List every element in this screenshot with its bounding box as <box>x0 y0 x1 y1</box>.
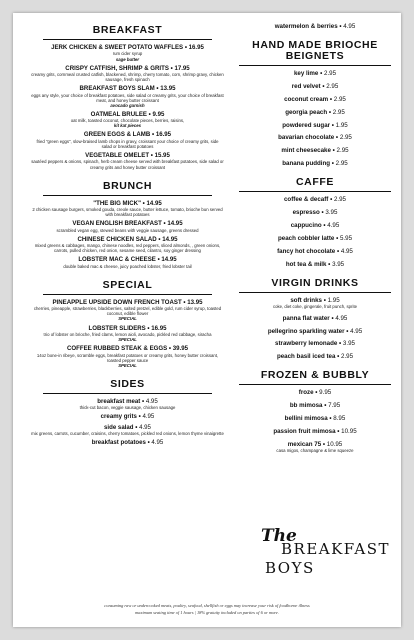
menu-item: espresso • 3.95 <box>292 209 338 217</box>
menu-item: panna flat water • 4.95 <box>282 314 348 322</box>
menu-item: cappucino • 4.95 <box>290 221 340 229</box>
item-price: 2.95 <box>324 69 337 77</box>
item-price: 4.95 <box>335 314 348 322</box>
item-description: cherries, pineapple, strawberries, blackberries, salted pretzel, edible gold, rum cider syrup, toasted coconut, edible flower <box>33 306 222 317</box>
item-name: strawberry lemonade <box>275 340 338 348</box>
item-name: banana pudding <box>282 160 331 168</box>
menu-item: JERK CHICKEN & SWEET POTATO WAFFLES • 16.95 rum cider syrup sage butter <box>25 44 230 62</box>
item-name: powdered sugar <box>282 121 331 129</box>
item-price: 16.95 <box>155 131 172 139</box>
menu-item: pellegrino sparkling water • 4.95 <box>267 327 363 335</box>
breakfast-boys-logo <box>261 526 391 593</box>
menu-item: CRISPY CATFISH, SHRIMP & GRITS • 17.95 creamy grits, cornmeal crusted catfish, blackened, shrimp, cherry tomato, corn, shrimp gravy, chicken sausage, fresh spinach <box>25 65 230 83</box>
item-price: 2.95 <box>326 82 339 90</box>
item-price: 1.95 <box>335 121 348 129</box>
item-price: 4.95 <box>142 413 155 421</box>
special-heading: SPECIAL <box>43 280 212 295</box>
virgin-drinks-section <box>235 278 395 361</box>
item-price: 4.95 <box>151 439 164 447</box>
item-price: 4.95 <box>343 23 356 30</box>
logo-line-breakfast: BREAKFAST <box>281 540 391 558</box>
item-description: scrambled vegan egg, stewed beans with veggie sausage, greens dressed <box>56 227 199 233</box>
item-name: CRISPY CATFISH, SHRIMP & GRITS <box>65 64 169 72</box>
item-price: 8.95 <box>333 415 346 423</box>
item-name: "THE BIG MICK" <box>93 199 141 207</box>
item-name: VEGAN ENGLISH BREAKFAST <box>72 220 162 228</box>
item-note: sage butter <box>115 56 140 62</box>
item-price: 3.95 <box>325 209 338 217</box>
menu-item: mexican 75 • 10.95 casa migos, champagne & lime squeeze <box>235 441 395 454</box>
sides-section <box>25 379 230 447</box>
menu-item: watermelon & berries • 4.95 <box>274 23 356 30</box>
item-description: sautéed peppers & onions, spinach, herb cream cheese served with breakfast potatoes, side salad or creamy grits and honey butter croissant <box>31 159 224 170</box>
menu-item: bb mimosa • 7.95 <box>289 402 341 410</box>
special-section <box>25 280 230 368</box>
right-column <box>235 23 395 459</box>
item-note: SPECIAL <box>118 316 137 322</box>
item-description: double baked mac & cheese, juicy poached lobster, fried lobster tail <box>63 263 192 269</box>
menu-item: georgia peach • 2.95 <box>285 108 345 116</box>
breakfast-heading: BREAKFAST <box>43 25 212 40</box>
item-note: avocado garnish <box>110 102 145 108</box>
item-price: 15.95 <box>154 152 170 160</box>
item-price: 9.95 <box>319 389 332 397</box>
caffe-section <box>235 177 395 268</box>
menu-item: "THE BIG MICK" • 14.95 2 chicken sausage burgers, smoked gouda, creole sauce, butter lettuce, tomato, brioche bun served with breakfast potatoes <box>25 200 230 218</box>
menu-item: breakfast meat • 4.95 thick-cut bacon, veggie sausage, chicken sausage <box>25 398 230 411</box>
item-name: BREAKFAST BOYS SLAM <box>79 85 155 93</box>
item-price: 3.95 <box>342 340 355 348</box>
breakfast-section <box>25 25 230 170</box>
item-name: pellegrino sparkling water <box>267 327 345 335</box>
menu-item: OATMEAL BRULEE • 9.95 oat milk, toasted coconut, chocolate pieces, berries, raisins, kit kat pieces <box>25 111 230 129</box>
caffe-heading: CAFFE <box>239 177 391 192</box>
item-description: eggs any style, your choice of breakfast potatoes, side salad or creamy grits, your choice of breakfast meat, and honey butter croissant <box>31 92 224 103</box>
item-description: creamy grits, cornmeal crusted catfish, blackened, shrimp, cherry tomato, corn, shrimp gravy, chicken sausage, fresh spinach <box>31 72 224 83</box>
item-name: creamy grits <box>100 413 137 421</box>
item-name: peach basil iced tea <box>276 353 336 361</box>
menu-item: LOBSTER SLIDERS • 16.95 trio of lobster on brioche, fried clams, lemon aioli, avocado, pickled red cabbage, siracha SPECIAL <box>25 325 230 343</box>
item-description: mixed greens & cabbages, mango, chinese noodles, red peppers, sliced almonds, , green onions, carrots, pulled chicken, red onion, sesame seed, cilantro, soy ginger dressing <box>34 243 221 254</box>
menu-item: key lime • 2.95 <box>293 69 337 77</box>
item-price: 14.95 <box>146 199 162 207</box>
item-name: georgia peach <box>285 108 328 116</box>
menu-item: BREAKFAST BOYS SLAM • 13.95 eggs any style, your choice of breakfast potatoes, side salad or creamy grits, your choice of breakfast meat, and honey butter croissant avocado garnish <box>25 85 230 108</box>
item-name: soft drinks <box>290 296 322 304</box>
item-description: thick-cut bacon, veggie sausage, chicken sausage <box>79 405 176 411</box>
menu-item: mint cheesecake • 2.95 <box>281 147 349 155</box>
menu-item: powdered sugar • 1.95 <box>282 121 348 129</box>
menu-item: CHINESE CHICKEN SALAD • 14.95 mixed greens & cabbages, mango, chinese noodles, red peppers, sliced almonds, , green onions, carrots, pulled chicken, red onion, sesame seed, cilantro, soy ginger dressing <box>25 236 230 254</box>
item-name: hot tea & milk <box>285 260 327 268</box>
item-name: COFFEE RUBBED STEAK & EGGS <box>67 345 168 353</box>
item-price: 4.95 <box>340 247 353 255</box>
item-price: 4.95 <box>139 423 151 431</box>
item-name: LOBSTER MAC & CHEESE <box>78 256 156 264</box>
item-name: fancy hot chocolate <box>277 247 336 255</box>
item-description: trio of lobster on brioche, fried clams, lemon aioli, avocado, pickled red cabbage, siracha <box>43 331 212 337</box>
item-description: mix greens, carrots, cucumber, craisins, cherry tomatoes, pickled red onions, lemon thyme vinaigrette <box>31 431 224 437</box>
menu-item: bellini mimosa • 8.95 <box>284 415 346 423</box>
item-price: 13.95 <box>187 298 203 306</box>
item-name: OATMEAL BRULEE <box>90 110 147 118</box>
menu-item: COFFEE RUBBED STEAK & EGGS • 39.95 14oz bone-in ribeye, scramble eggs, breakfast potatoes or creamy grits, honey butter croissant, roasted pepper sauce SPECIAL <box>25 345 230 368</box>
item-name: coconut cream <box>284 95 329 103</box>
item-price: 10.95 <box>326 440 343 448</box>
item-description: coke, diet coke, gingerale, fruit punch, sprite <box>272 304 358 309</box>
item-name: mexican 75 <box>287 440 322 448</box>
footer-seating-note: maximum seating time of 1 hours | 18% gratuity included on parties of 6 or more. <box>135 610 279 615</box>
menu-item: VEGETABLE OMELET • 15.95 sautéed peppers & onions, spinach, herb cream cheese served with breakfast potatoes, side salad or creamy grits and honey butter croissant <box>25 152 230 170</box>
item-price: 10.95 <box>341 427 357 435</box>
item-price: 9.95 <box>152 110 165 118</box>
menu-item: coffee & decaff • 2.95 <box>283 196 346 204</box>
beignets-section <box>235 40 395 168</box>
item-price: 14.95 <box>167 220 183 228</box>
item-price: 5.95 <box>339 234 353 242</box>
menu-item: peach cobbler latte • 5.95 <box>277 234 353 242</box>
menu-item: peach basil iced tea • 2.95 <box>276 353 354 361</box>
item-name: side salad <box>104 423 134 431</box>
item-price: 39.95 <box>172 345 188 353</box>
item-price: 2.95 <box>336 147 349 155</box>
item-description: fried "green eggs", slow-braised lamb chops in gravy, croissant your choice of creamy grits, side salad or breakfast potatoes <box>36 138 219 149</box>
item-price: 3.95 <box>332 260 345 268</box>
item-price: 2.95 <box>332 108 345 116</box>
menu-item: side salad • 4.95 mix greens, carrots, cucumber, craisins, cherry tomatoes, pickled red onions, lemon thyme vinaigrette <box>25 424 230 437</box>
menu-item: hot tea & milk • 3.95 <box>285 260 345 268</box>
brunch-section <box>25 181 230 269</box>
item-name: mint cheesecake <box>281 147 331 155</box>
item-price: 4.95 <box>327 221 340 229</box>
menu-item: VEGAN ENGLISH BREAKFAST • 14.95 scrambled vegan egg, stewed beans with veggie sausage, greens dressed <box>25 220 230 233</box>
menu-item: LOBSTER MAC & CHEESE • 14.95 double baked mac & cheese, juicy poached lobster, fried lobster tail <box>25 256 230 269</box>
menu-item: soft drinks • 1.95 coke, diet coke, gingerale, fruit punch, sprite <box>235 297 395 310</box>
left-column <box>25 23 230 450</box>
item-description: oat milk, toasted coconut, chocolate pieces, berries, raisins, <box>70 118 185 124</box>
item-price: 2.95 <box>335 160 348 168</box>
virgin-drinks-heading: VIRGIN DRINKS <box>239 278 391 293</box>
item-name: CHINESE CHICKEN SALAD <box>77 235 157 243</box>
item-price: 7.95 <box>328 402 341 410</box>
item-name: panna flat water <box>282 314 330 322</box>
item-name: key lime <box>293 69 319 77</box>
item-description: casa migos, champagne & lime squeeze <box>276 448 354 454</box>
item-name: bb mimosa <box>289 402 323 410</box>
menu-item: creamy grits • 4.95 <box>100 413 155 421</box>
logo-line-the: The <box>261 526 297 546</box>
item-price: 13.95 <box>160 85 176 93</box>
item-price: 1.95 <box>327 296 340 304</box>
menu-item: bavarian chocolate • 2.95 <box>278 134 352 142</box>
item-price: 14.95 <box>162 235 178 243</box>
item-name: espresso <box>292 209 320 217</box>
brunch-heading: BRUNCH <box>43 181 212 196</box>
item-price: 16.95 <box>151 324 167 332</box>
menu-item: banana pudding • 2.95 <box>282 160 348 168</box>
item-description: rum cider syrup <box>112 51 143 57</box>
item-name: GREEN EGGS & LAMB <box>83 131 151 139</box>
item-note: SPECIAL <box>118 362 137 368</box>
menu-item: froze • 9.95 <box>298 389 332 397</box>
item-name: watermelon & berries <box>274 23 338 30</box>
item-name: VEGETABLE OMELET <box>85 152 150 160</box>
item-name: breakfast meat <box>97 397 141 405</box>
item-name: peach cobbler latte <box>277 234 335 242</box>
item-price: 4.95 <box>350 327 363 335</box>
item-description: 2 chicken sausage burgers, smoked gouda, creole sauce, butter lettuce, tomato, brioche bun served with breakfast potatoes <box>32 207 223 218</box>
menu-item: PINEAPPLE UPSIDE DOWN FRENCH TOAST • 13.95 cherries, pineapple, strawberries, blackberries, salted pretzel, edible gold, rum cider syrup, toasted coconut, edible flower SPECIAL <box>25 299 230 322</box>
item-price: 4.95 <box>145 397 158 405</box>
item-name: PINEAPPLE UPSIDE DOWN FRENCH TOAST <box>52 298 182 306</box>
item-price: 17.95 <box>174 64 190 72</box>
menu-item: fancy hot chocolate • 4.95 <box>277 247 353 255</box>
menu-item: GREEN EGGS & LAMB • 16.95 fried "green eggs", slow-braised lamb chops in gravy, croissant your choice of creamy grits, side salad or breakfast potatoes <box>25 131 230 149</box>
item-name: red velvet <box>291 82 321 90</box>
item-name: JERK CHICKEN & SWEET POTATO WAFFLES <box>51 44 184 51</box>
menu-item: breakfast potatoes • 4.95 <box>91 439 164 447</box>
item-name: bavarian chocolate <box>278 134 335 142</box>
item-price: 2.95 <box>333 196 346 204</box>
menu-item: coconut cream • 2.95 <box>284 95 346 103</box>
item-description: 14oz bone-in ribeye, scramble eggs, breakfast potatoes or creamy grits, honey butter croissant, roasted pepper sauce <box>36 352 219 363</box>
item-name: cappucino <box>290 221 322 229</box>
beignets-heading: HAND MADE BRIOCHE BEIGNETS <box>239 40 391 66</box>
footer-disclaimer: consuming raw or undercooked meats, poultry, seafood, shellfish or eggs may increase your risk of foodborne illness <box>104 603 310 608</box>
item-price: 2.95 <box>341 353 354 361</box>
item-name: coffee & decaff <box>283 196 329 204</box>
logo-line-boys: BOYS <box>265 559 315 577</box>
item-price: 2.95 <box>339 134 352 142</box>
item-name: bellini mimosa <box>284 415 328 423</box>
frozen-bubbly-section <box>235 370 395 453</box>
item-name: passion fruit mimosa <box>273 427 336 435</box>
item-price: 16.95 <box>188 44 204 51</box>
item-note: kit kat pieces <box>114 123 141 129</box>
item-name: froze <box>298 389 314 397</box>
menu-item: red velvet • 2.95 <box>291 82 339 90</box>
item-price: 14.95 <box>161 256 177 264</box>
menu-item: passion fruit mimosa • 10.95 <box>273 427 357 435</box>
item-name: breakfast potatoes <box>91 439 146 447</box>
item-name: LOBSTER SLIDERS <box>88 324 146 332</box>
menu-item: strawberry lemonade • 3.95 <box>275 340 355 348</box>
frozen-bubbly-heading: FROZEN & BUBBLY <box>239 370 391 385</box>
menu-page <box>13 13 401 627</box>
item-note: SPECIAL <box>118 337 137 343</box>
sides-heading: SIDES <box>43 379 212 394</box>
item-price: 2.95 <box>333 95 346 103</box>
